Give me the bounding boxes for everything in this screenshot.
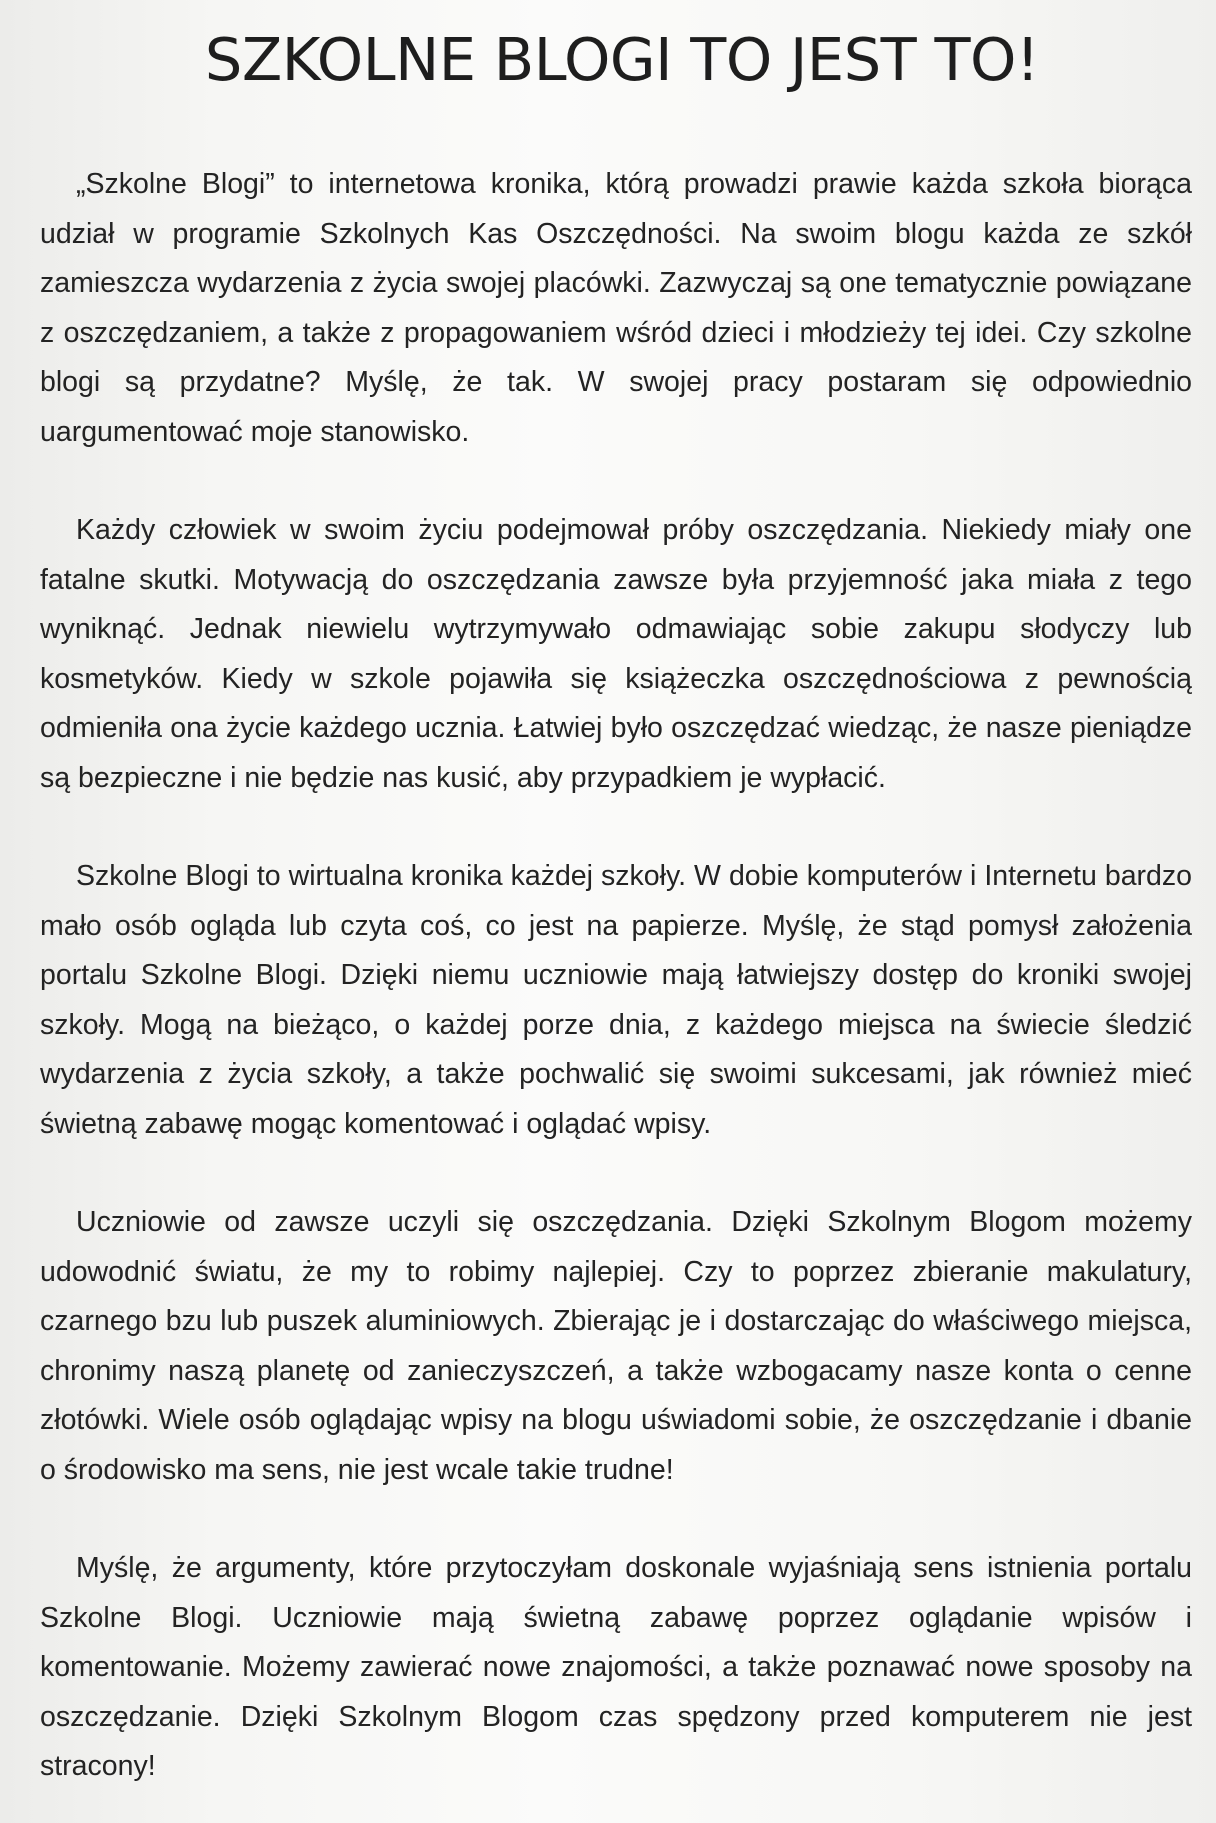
- paragraph-saving-attempts: Każdy człowiek w swoim życiu podejmował próby oszczędzania. Niekiedy miały one fatalne skutki. Motywacją do oszczędzania zawsze była przyjemność jaka miała z tego wyniknąć. Jednak niewielu wytrzymywało odmawiając sobie zakupu słodyczy lub kosmetyków. Kiedy w szkole pojawiła się książeczka oszczędnościowa z pewnością odmieniła ona życie każdego ucznia. Łatwiej było oszczędzać wiedząc, że nasze pieniądze są bezpieczne i nie będzie nas kusić, aby przypadkiem je wypłacić.: [40, 514, 1192, 794]
- page-title: SZKOLNE BLOGI TO JEST TO!: [204, 25, 1040, 94]
- paragraph-introduction: „Szkolne Blogi” to internetowa kronika, którą prowadzi prawie każda szkoła biorąca udział w programie Szkolnych Kas Oszczędności. Na swoim blogu każda ze szkół zamieszcza wydarzenia z życia swojej placówki. Zazwyczaj są one tematycznie powiązane z oszczędzaniem, a także z propagowaniem wśród dzieci i młodzieży tej idei. Czy szkolne blogi są przydatne? Myślę, że tak. W swojej pracy postaram się odpowiednio uargumentować moje stanowisko.: [40, 168, 1192, 448]
- paragraph-conclusion: Myślę, że argumenty, które przytoczyłam doskonale wyjaśniają sens istnienia portalu Szkolne Blogi. Uczniowie mają świetną zabawę poprzez oglądanie wpisów i komentowanie. Możemy zawierać nowe znajomości, a także poznawać nowe sposoby na oszczędzanie. Dzięki Szkolnym Blogom czas spędzony przed komputerem nie jest stracony!: [40, 1552, 1192, 1782]
- article-body: [40, 160, 1192, 1792]
- paragraph-students-saving: Uczniowie od zawsze uczyli się oszczędzania. Dzięki Szkolnym Blogom możemy udowodnić światu, że my to robimy najlepiej. Czy to poprzez zbieranie makulatury, czarnego bzu lub puszek aluminiowych. Zbierając je i dostarczając do właściwego miejsca, chronimy naszą planetę od zanieczyszczeń, a także wzbogacamy nasze konta o cenne złotówki. Wiele osób oglądając wpisy na blogu uświadomi sobie, że oszczędzanie i dbanie o środowisko ma sens, nie jest wcale takie trudne!: [40, 1206, 1192, 1486]
- paragraph-virtual-chronicle: Szkolne Blogi to wirtualna kronika każdej szkoły. W dobie komputerów i Internetu bardzo mało osób ogląda lub czyta coś, co jest na papierze. Myślę, że stąd pomysł założenia portalu Szkolne Blogi. Dzięki niemu uczniowie mają łatwiejszy dostęp do kroniki swojej szkoły. Mogą na bieżąco, o każdej porze dnia, z każdego miejsca na świecie śledzić wydarzenia z życia szkoły, a także pochwalić się swoimi sukcesami, jak również mieć świetną zabawę mogąc komentować i oglądać wpisy.: [40, 860, 1192, 1140]
